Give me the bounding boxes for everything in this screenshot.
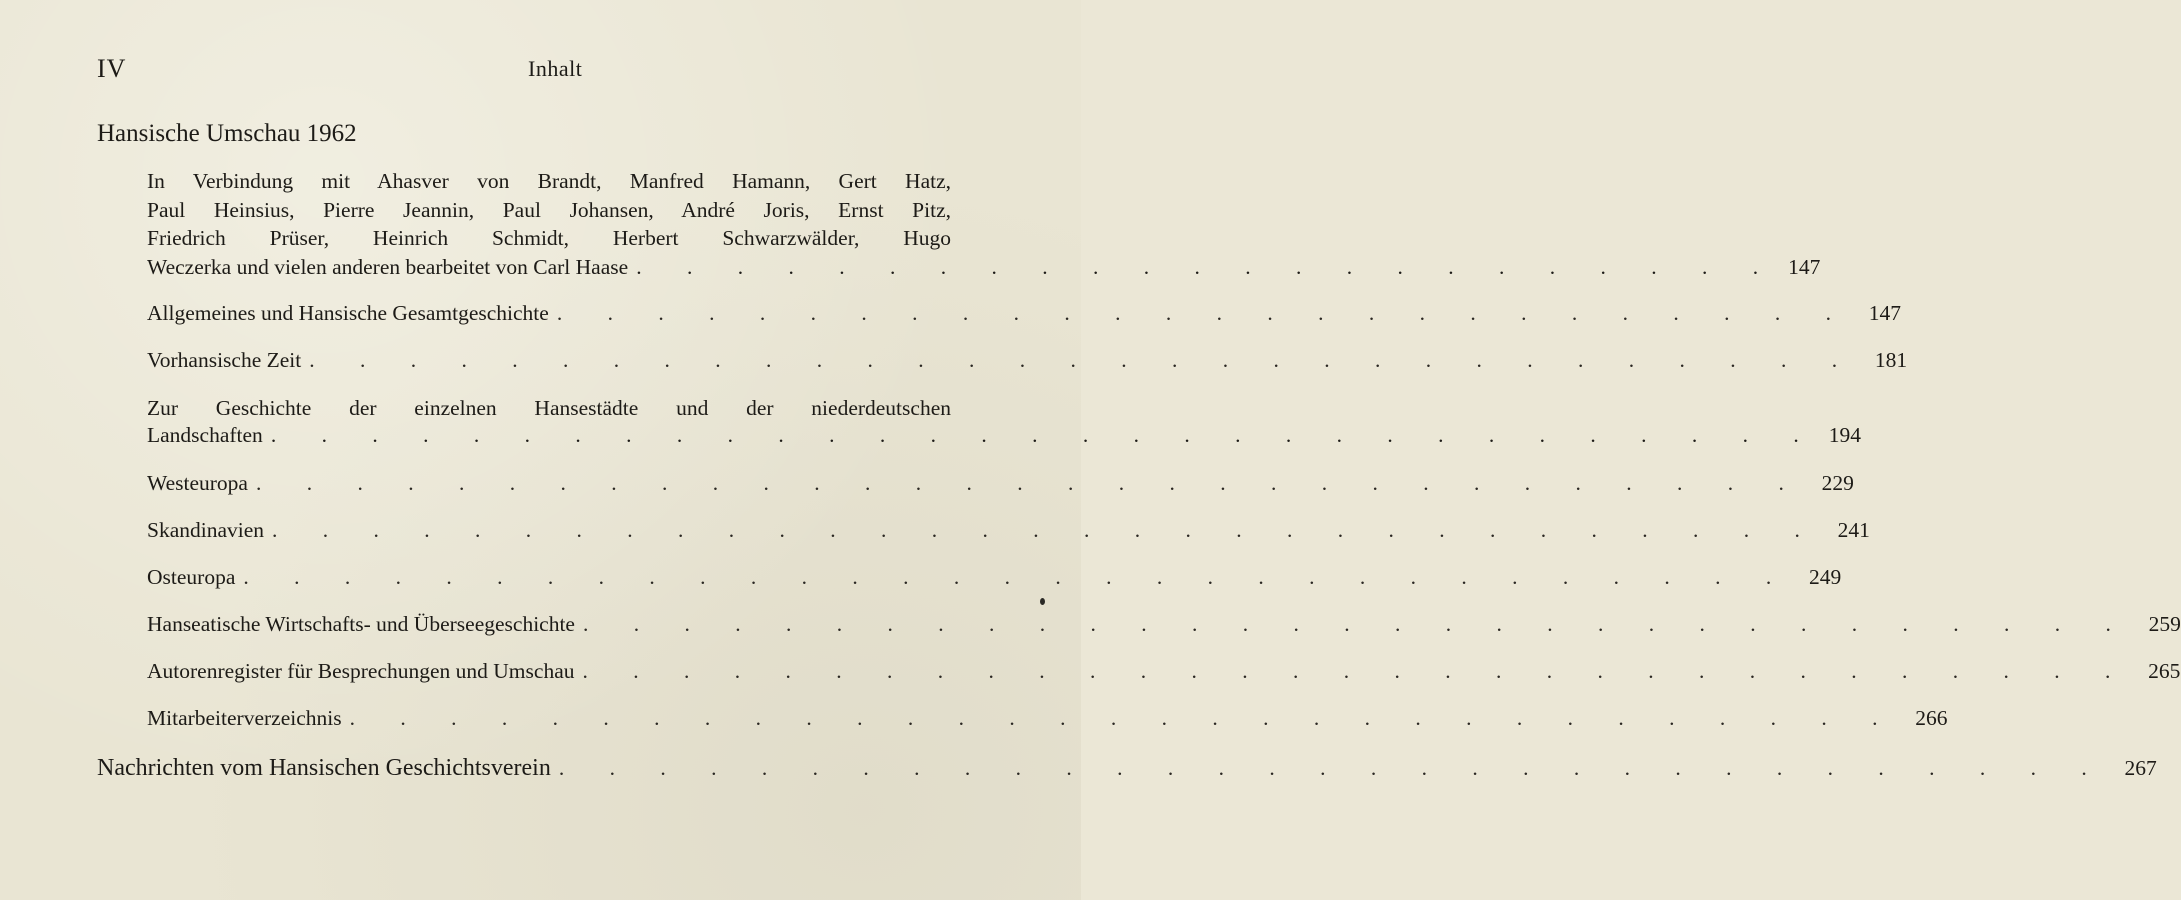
toc-entry	[147, 612, 2181, 637]
leader-dots: . . . . . . . . . . . . . . . . . . . . . . .	[636, 254, 1779, 279]
toc-page-number: 249	[1809, 565, 1842, 589]
toc-entry	[147, 565, 1842, 590]
toc-entry	[147, 471, 1854, 496]
toc-entry-label: Landschaften	[147, 422, 263, 447]
toc-page-number: 266	[1915, 706, 1948, 730]
paper-speck	[1040, 598, 1045, 605]
toc-entry-label: Autorenregister für Besprechungen und Umschau	[147, 659, 575, 683]
intro-line: Paul Heinsius, Pierre Jeannin, Paul Johansen, André Joris, Ernst Pitz,	[147, 197, 951, 222]
intro-line: Weczerka und vielen anderen bearbeitet von Carl Haase	[147, 254, 629, 279]
toc-entry-last-line	[147, 422, 1861, 448]
leader-dots: . . . . . . . . . . . . . . . . . . . . . . . . . . . . . . .	[349, 706, 1898, 730]
toc-page-number: 147	[1868, 301, 1901, 325]
leader-dots: . . . . . . . . . . . . . . . . . . . . . . . . . . . . . . .	[582, 659, 2131, 683]
leader-dots: . . . . . . . . . . . . . . . . . . . . . . . . . .	[556, 301, 1851, 325]
toc-entry-label: Mitarbeiterverzeichnis	[147, 706, 342, 730]
toc-entry	[147, 301, 1901, 326]
intro-paragraph	[147, 167, 1821, 281]
toc-page-number: 267	[2124, 756, 2157, 780]
toc-page-number: 241	[1837, 518, 1870, 542]
intro-last-line	[147, 253, 1821, 282]
leader-dots: . . . . . . . . . . . . . . . . . . . . . . . . . . . . . . .	[243, 565, 1792, 589]
toc-entry	[147, 394, 1861, 448]
intro-line: In Verbindung mit Ahasver von Brandt, Manfred Hamann, Gert Hatz,	[147, 169, 951, 193]
toc-entry	[147, 348, 1908, 373]
section-title: Hansische Umschau 1962	[97, 120, 357, 147]
leader-dots: . . . . . . . . . . . . . . . . . . . . . . . . . . . . . . .	[270, 422, 1819, 447]
leader-dots: . . . . . . . . . . . . . . . . . . . . . . . . . . . . . . .	[582, 612, 2131, 636]
toc-entry-label: Nachrichten vom Hansischen Geschichtsverein	[97, 755, 551, 781]
toc-entry	[147, 659, 2181, 684]
leader-dots: . . . . . . . . . . . . . . . . . . . . . . . . . . . . . . .	[272, 518, 1820, 542]
running-head: Inhalt	[528, 56, 583, 81]
page-number: IV	[97, 54, 127, 83]
toc-entry	[147, 706, 1948, 731]
toc-entry-label: Hanseatische Wirtschafts- und Überseegeschichte	[147, 612, 575, 636]
toc-entry-label: Vorhansische Zeit	[147, 348, 302, 372]
leader-dots: . . . . . . . . . . . . . . . . . . . . . . . . . . . . . . .	[255, 471, 1804, 495]
toc-page-number: 229	[1821, 471, 1854, 495]
toc-entry-label: Osteuropa	[147, 565, 236, 589]
toc-page-number: 147	[1788, 254, 1821, 279]
toc-page-number: 194	[1828, 422, 1861, 447]
toc-final-entry	[97, 755, 2157, 782]
leader-dots: . . . . . . . . . . . . . . . . . . . . . . . . . . . . . . .	[309, 348, 1858, 372]
toc-entry-label: Westeuropa	[147, 471, 248, 495]
toc-entry	[147, 518, 1870, 543]
toc-entry-label: Zur Geschichte der einzelnen Hansestädte und der niederdeutschen	[147, 396, 951, 420]
toc-page-number: 259	[2148, 612, 2181, 636]
intro-line: Friedrich Prüser, Heinrich Schmidt, Herbert Schwarzwälder, Hugo	[147, 226, 951, 250]
toc-page-number: 265	[2148, 659, 2181, 683]
toc-entry-label: Allgemeines und Hansische Gesamtgeschichte	[147, 301, 549, 325]
toc-entry-label: Skandinavien	[147, 518, 265, 542]
leader-dots: . . . . . . . . . . . . . . . . . . . . . . . . . . . . . . .	[558, 756, 2107, 780]
toc-page-number: 181	[1874, 348, 1908, 372]
